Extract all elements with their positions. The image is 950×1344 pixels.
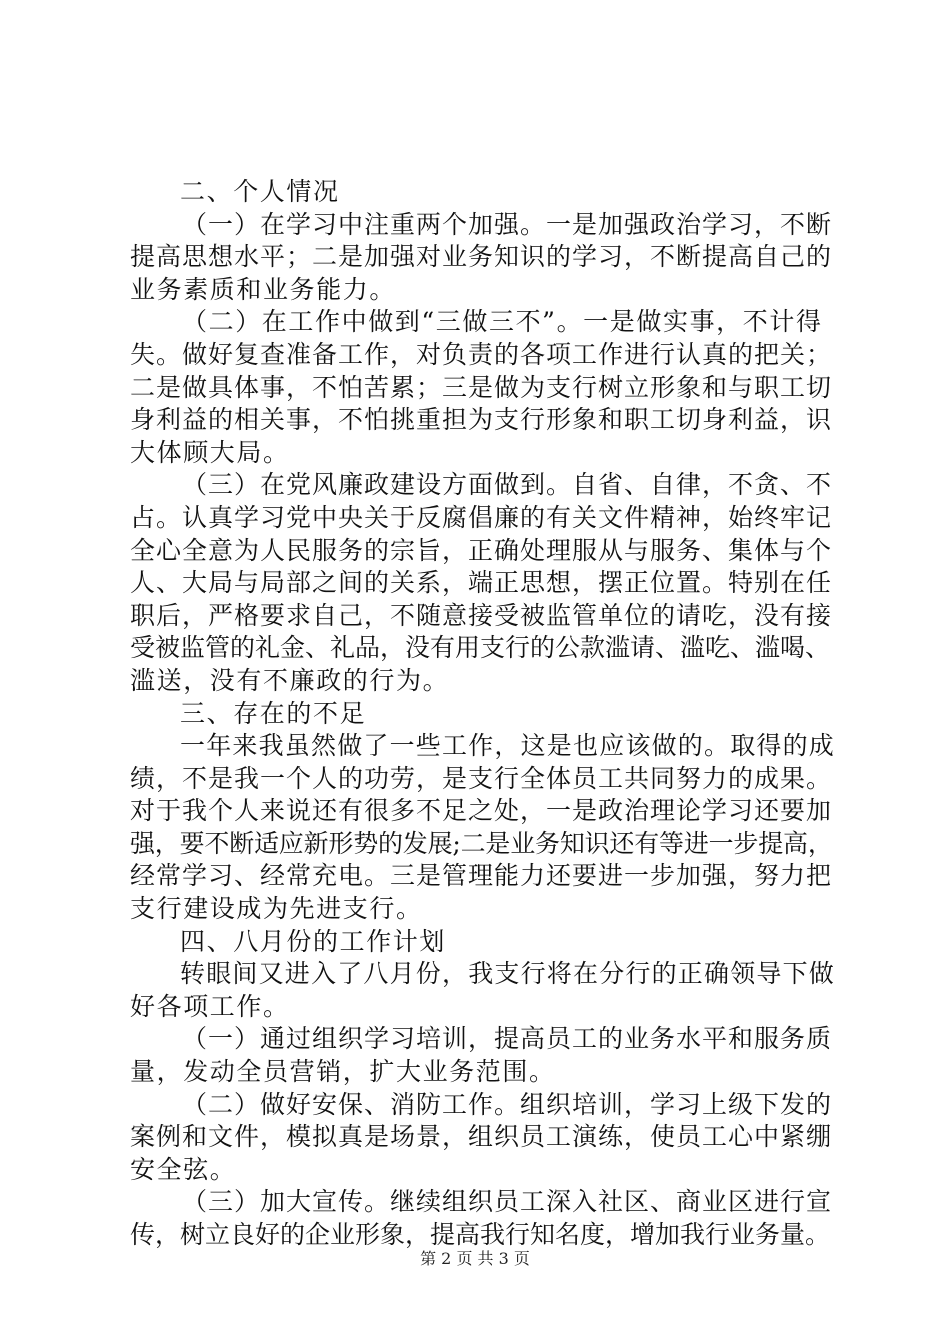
text-line: 身利益的相关事，不怕挑重担为支行形象和职工切身利益，识: [130, 405, 833, 435]
text-line: 安全弦。: [130, 1154, 237, 1184]
text-line: （一）在学习中注重两个加强。一是加强政治学习，不断: [182, 209, 833, 239]
text-line: 量，发动全员营销，扩大业务范围。: [130, 1057, 556, 1087]
text-line: 经常学习、经常充电。三是管理能力还要进一步加强，努力把: [130, 861, 833, 891]
text-line: 占。认真学习党中央关于反腐倡廉的有关文件精神，始终牢记: [130, 502, 833, 532]
text-line: （三）在党风廉政建设方面做到。自省、自律，不贪、不: [182, 470, 833, 500]
text-line: （三）加大宣传。继续组织员工深入社区、商业区进行宣: [182, 1187, 833, 1217]
text-line: 案例和文件，模拟真是场景，组织员工演练，使员工心中紧绷: [130, 1122, 833, 1152]
text-line: 滥送，没有不廉政的行为。: [130, 665, 450, 695]
text-line: 全心全意为人民服务的宗旨，正确处理服从与服务、集体与个: [130, 535, 833, 565]
section-heading: 三、存在的不足: [180, 698, 367, 728]
document-body: [130, 176, 835, 1252]
text-line: 强，要不断适应新形势的发展;二是业务知识还有等进一步提高，: [130, 828, 833, 858]
text-line: 提高思想水平；二是加强对业务知识的学习，不断提高自己的: [130, 242, 833, 272]
text-line: 对于我个人来说还有很多不足之处，一是政治理论学习还要加: [130, 796, 833, 826]
text-line: 失。做好复查准备工作，对负责的各项工作进行认真的把关；: [130, 339, 833, 369]
text-line: 人、大局与局部之间的关系，端正思想，摆正位置。特别在任: [130, 568, 833, 598]
text-line: 二是做具体事，不怕苦累；三是做为支行树立形象和与职工切: [130, 372, 833, 402]
text-line: 好各项工作。: [130, 991, 290, 1021]
text-line: 绩，不是我一个人的功劳，是支行全体员工共同努力的成果。: [130, 763, 833, 793]
text-line: 大体顾大局。: [130, 437, 290, 467]
text-line: （一）通过组织学习培训，提高员工的业务水平和服务质: [182, 1024, 833, 1054]
text-line: 一年来我虽然做了一些工作，这是也应该做的。取得的成: [180, 731, 836, 761]
text-line: 受被监管的礼金、礼品，没有用支行的公款滥请、滥吃、滥喝、: [130, 633, 831, 663]
section-heading: 二、个人情况: [180, 177, 340, 206]
text-line: 业务素质和业务能力。: [130, 274, 397, 304]
text-line: （二）在工作中做到“三做三不”。一是做实事，不计得: [182, 307, 823, 337]
text-line: 支行建设成为先进支行。: [130, 894, 423, 924]
text-line: 传，树立良好的企业形象，提高我行知名度，增加我行业务量。: [130, 1220, 831, 1249]
page-footer: 第 2 页 共 3 页: [420, 1249, 530, 1268]
text-line: 职后，严格要求自己，不随意接受被监管单位的请吃，没有接: [130, 600, 833, 630]
section-heading: 四、八月份的工作计划: [180, 926, 447, 956]
text-line: （二）做好安保、消防工作。组织培训，学习上级下发的: [182, 1089, 833, 1119]
text-line: 转眼间又进入了八月份，我支行将在分行的正确领导下做: [180, 959, 836, 989]
